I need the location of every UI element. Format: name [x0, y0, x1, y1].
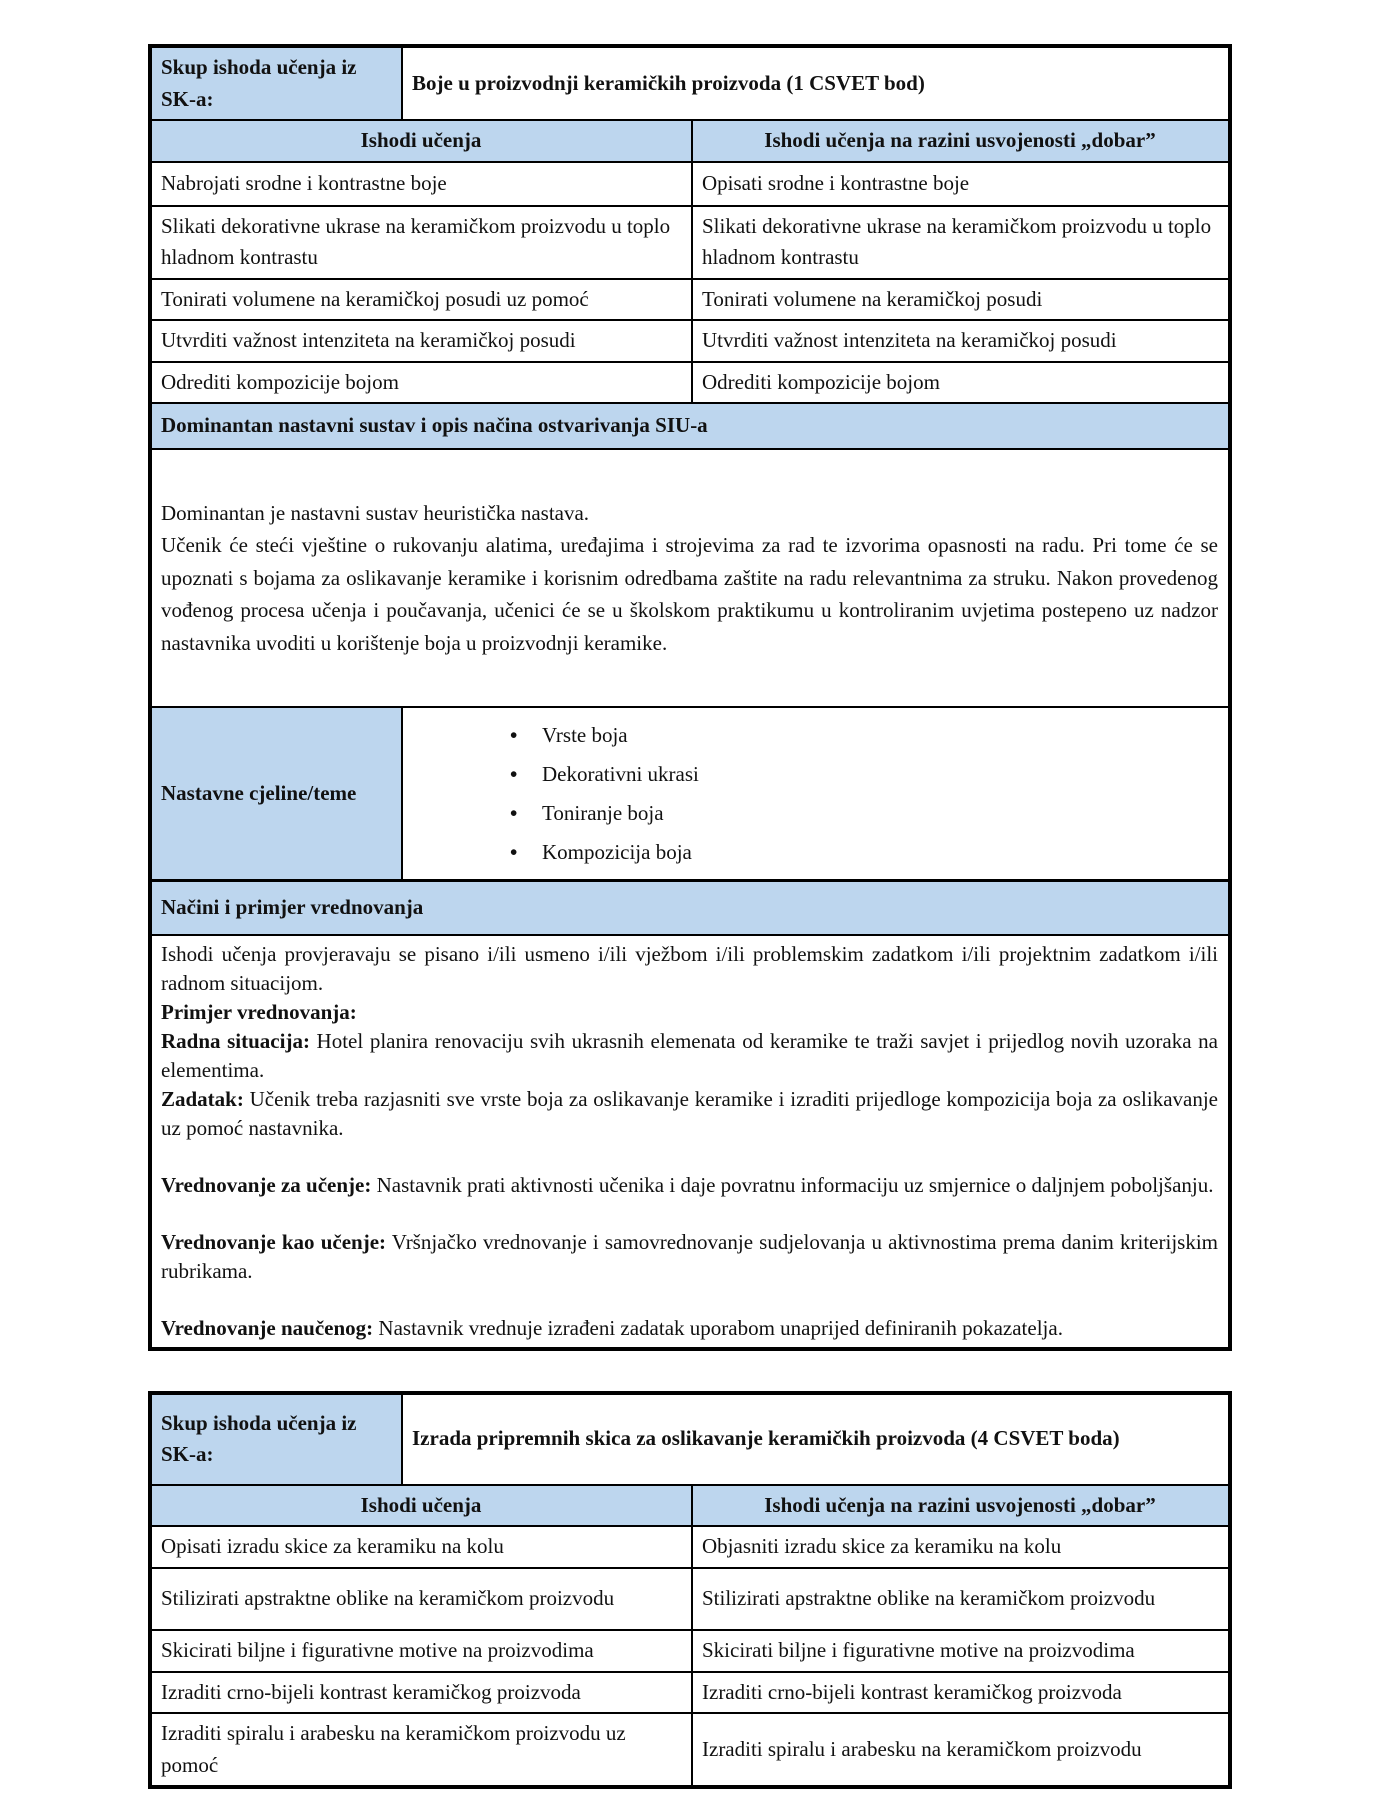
- evaluation-paragraph: [161, 1027, 1218, 1085]
- table-row: [150, 935, 1230, 1349]
- outcome-cell-right: Odrediti kompozicije bojom: [692, 362, 1230, 404]
- dominant-system-description: [150, 449, 1230, 707]
- evaluation-lead: Zadatak:: [161, 1086, 244, 1111]
- unit-set-title: Boje u proizvodnji keramičkih proizvoda (1 CSVET bod): [402, 46, 1230, 120]
- outcome-cell-right: Izraditi crno-bijeli kontrast keramičkog proizvoda: [692, 1672, 1230, 1714]
- outcome-cell-right: Utvrditi važnost intenziteta na keramičkoj posudi: [692, 320, 1230, 362]
- outcome-row: [150, 279, 1230, 321]
- outcome-cell-left: Slikati dekorativne ukrase na keramičkom proizvodu u toplo hladnom kontrastu: [150, 206, 692, 279]
- evaluation-lead: Vrednovanje naučenog:: [161, 1315, 374, 1340]
- outcome-cell-left: Nabrojati srodne i kontrastne boje: [150, 162, 692, 206]
- outcome-row: [150, 1713, 1230, 1787]
- units-label: Nastavne cjeline/teme: [150, 707, 402, 881]
- outcome-cell-left: Opisati izradu skice za keramiku na kolu: [150, 1526, 692, 1568]
- evaluation-lead: Radna situacija:: [161, 1028, 310, 1053]
- outcome-cell-right: Slikati dekorativne ukrase na keramičkom proizvodu u toplo hladnom kontrastu: [692, 206, 1230, 279]
- evaluation-paragraph: [161, 998, 1218, 1027]
- table-row: [150, 1393, 1230, 1485]
- col-header-outcomes: Ishodi učenja: [150, 1485, 692, 1527]
- outcome-cell-left: Tonirati volumene na keramičkoj posudi uz pomoć: [150, 279, 692, 321]
- outcome-cell-left: Stilizirati apstraktne oblike na keramičkom proizvodu: [150, 1568, 692, 1630]
- outcome-row: [150, 1630, 1230, 1672]
- table-row: [150, 46, 1230, 120]
- table-row: [150, 403, 1230, 449]
- evaluation-paragraph: [161, 940, 1218, 998]
- evaluation-paragraph: [161, 1085, 1218, 1143]
- outcome-cell-right: Objasniti izradu skice za keramiku na kolu: [692, 1526, 1230, 1568]
- outcome-cell-right: Tonirati volumene na keramičkoj posudi: [692, 279, 1230, 321]
- outcome-cell-right: Skicirati biljne i figurativne motive na proizvodima: [692, 1630, 1230, 1672]
- outcome-row: [150, 206, 1230, 279]
- table-row: [150, 449, 1230, 707]
- outcome-cell-left: Skicirati biljne i figurativne motive na proizvodima: [150, 1630, 692, 1672]
- evaluation-lead: Vrednovanje kao učenje:: [161, 1229, 387, 1254]
- evaluation-description: [150, 935, 1230, 1349]
- evaluation-text: Ishodi učenja provjeravaju se pisano i/ili usmeno i/ili vježbom i/ili problemskim zadatkom i/ili projektnim zadatkom i/ili radnom situacijom.: [161, 941, 1219, 995]
- evaluation-text: Učenik treba razjasniti sve vrste boja za oslikavanje keramike i izraditi prijedloge kompozicija boja za oslikavanje uz pomoć nastavnika.: [161, 1086, 1219, 1140]
- outcome-row: [150, 1526, 1230, 1568]
- col-header-outcomes-good: Ishodi učenja na razini usvojenosti „dobar”: [692, 120, 1230, 162]
- units-cell: [402, 707, 1230, 881]
- table-row: [150, 120, 1230, 162]
- skup-ishoda-label: Skup ishoda učenja iz SK-a:: [150, 46, 402, 120]
- evaluation-text: Vršnjačko vrednovanje i samovrednovanje sudjelovanja u aktivnostima prema danim kriterijskim rubrikama.: [161, 1229, 1219, 1283]
- outcome-cell-left: Izraditi crno-bijeli kontrast keramičkog proizvoda: [150, 1672, 692, 1714]
- col-header-outcomes-good: Ishodi učenja na razini usvojenosti „dobar”: [692, 1485, 1230, 1527]
- evaluation-text: Hotel planira renovaciju svih ukrasnih elemenata od keramike te traži savjet i prijedlog novih uzoraka na elementima.: [161, 1028, 1218, 1082]
- section-header-dominant-system: Dominantan nastavni sustav i opis načina ostvarivanja SIU-a: [150, 403, 1230, 449]
- unit-item: • Vrste boja: [510, 716, 1218, 755]
- outcome-row: [150, 1568, 1230, 1630]
- evaluation-paragraph: [161, 1228, 1218, 1286]
- outcome-cell-left: Izraditi spiralu i arabesku na keramičkom proizvodu uz pomoć: [150, 1713, 692, 1787]
- col-header-outcomes: Ishodi učenja: [150, 120, 692, 162]
- evaluation-paragraph: [161, 1314, 1218, 1343]
- unit-set-title: Izrada pripremnih skica za oslikavanje keramičkih proizvoda (4 CSVET boda): [402, 1393, 1230, 1485]
- outcome-cell-left: Odrediti kompozicije bojom: [150, 362, 692, 404]
- outcome-cell-right: Stilizirati apstraktne oblike na keramičkom proizvodu: [692, 1568, 1230, 1630]
- skup-ishoda-label: Skup ishoda učenja iz SK-a:: [150, 1393, 402, 1485]
- units-list: [412, 716, 1218, 871]
- outcome-row: [150, 362, 1230, 404]
- unit-item: • Toniranje boja: [510, 794, 1218, 833]
- outcome-cell-left: Utvrditi važnost intenziteta na keramičkoj posudi: [150, 320, 692, 362]
- table-separator: [148, 1351, 1228, 1391]
- outcome-cell-right: Opisati srodne i kontrastne boje: [692, 162, 1230, 206]
- dominant-paragraph-2: Učenik će steći vještine o rukovanju alatima, uređajima i strojevima za rad te izvorima opasnosti na radu. Pri tome će se upoznati s bojama za oslikavanje keramike i korisnim odredbama zaštite na radu relevantnima za struku. Nakon provedenog vođenog procesa učenja i poučavanja, učenici će se u školskom praktikumu u kontroliranim uvjetima postepeno uz nadzor nastavnika uvoditi u korištenje boja u proizvodnji keramike.: [161, 533, 1219, 655]
- outcome-row: [150, 162, 1230, 206]
- table-row: [150, 707, 1230, 881]
- section-header-evaluation: Načini i primjer vrednovanja: [150, 881, 1230, 935]
- evaluation-text: Nastavnik prati aktivnosti učenika i daje povratnu informaciju uz smjernice o daljnjem poboljšanju.: [371, 1172, 1214, 1197]
- evaluation-lead: Primjer vrednovanja:: [161, 999, 357, 1024]
- unit-item: • Dekorativni ukrasi: [510, 755, 1218, 794]
- outcome-row: [150, 1672, 1230, 1714]
- evaluation-lead: Vrednovanje za učenje:: [161, 1172, 372, 1197]
- evaluation-text: Nastavnik vrednuje izrađeni zadatak uporabom unaprijed definiranih pokazatelja.: [373, 1315, 1063, 1340]
- outcome-cell-right: Izraditi spiralu i arabesku na keramičkom proizvodu: [692, 1713, 1230, 1787]
- outcome-row: [150, 320, 1230, 362]
- learning-outcomes-table-2: [148, 1391, 1232, 1790]
- table-row: [150, 881, 1230, 935]
- unit-item: • Kompozicija boja: [510, 833, 1218, 872]
- dominant-paragraph-1: Dominantan je nastavni sustav heuristička nastava.: [161, 500, 590, 525]
- table-row: [150, 1485, 1230, 1527]
- evaluation-paragraph: [161, 1171, 1218, 1200]
- learning-outcomes-table-1: [148, 44, 1232, 1351]
- document-page: [148, 44, 1228, 1789]
